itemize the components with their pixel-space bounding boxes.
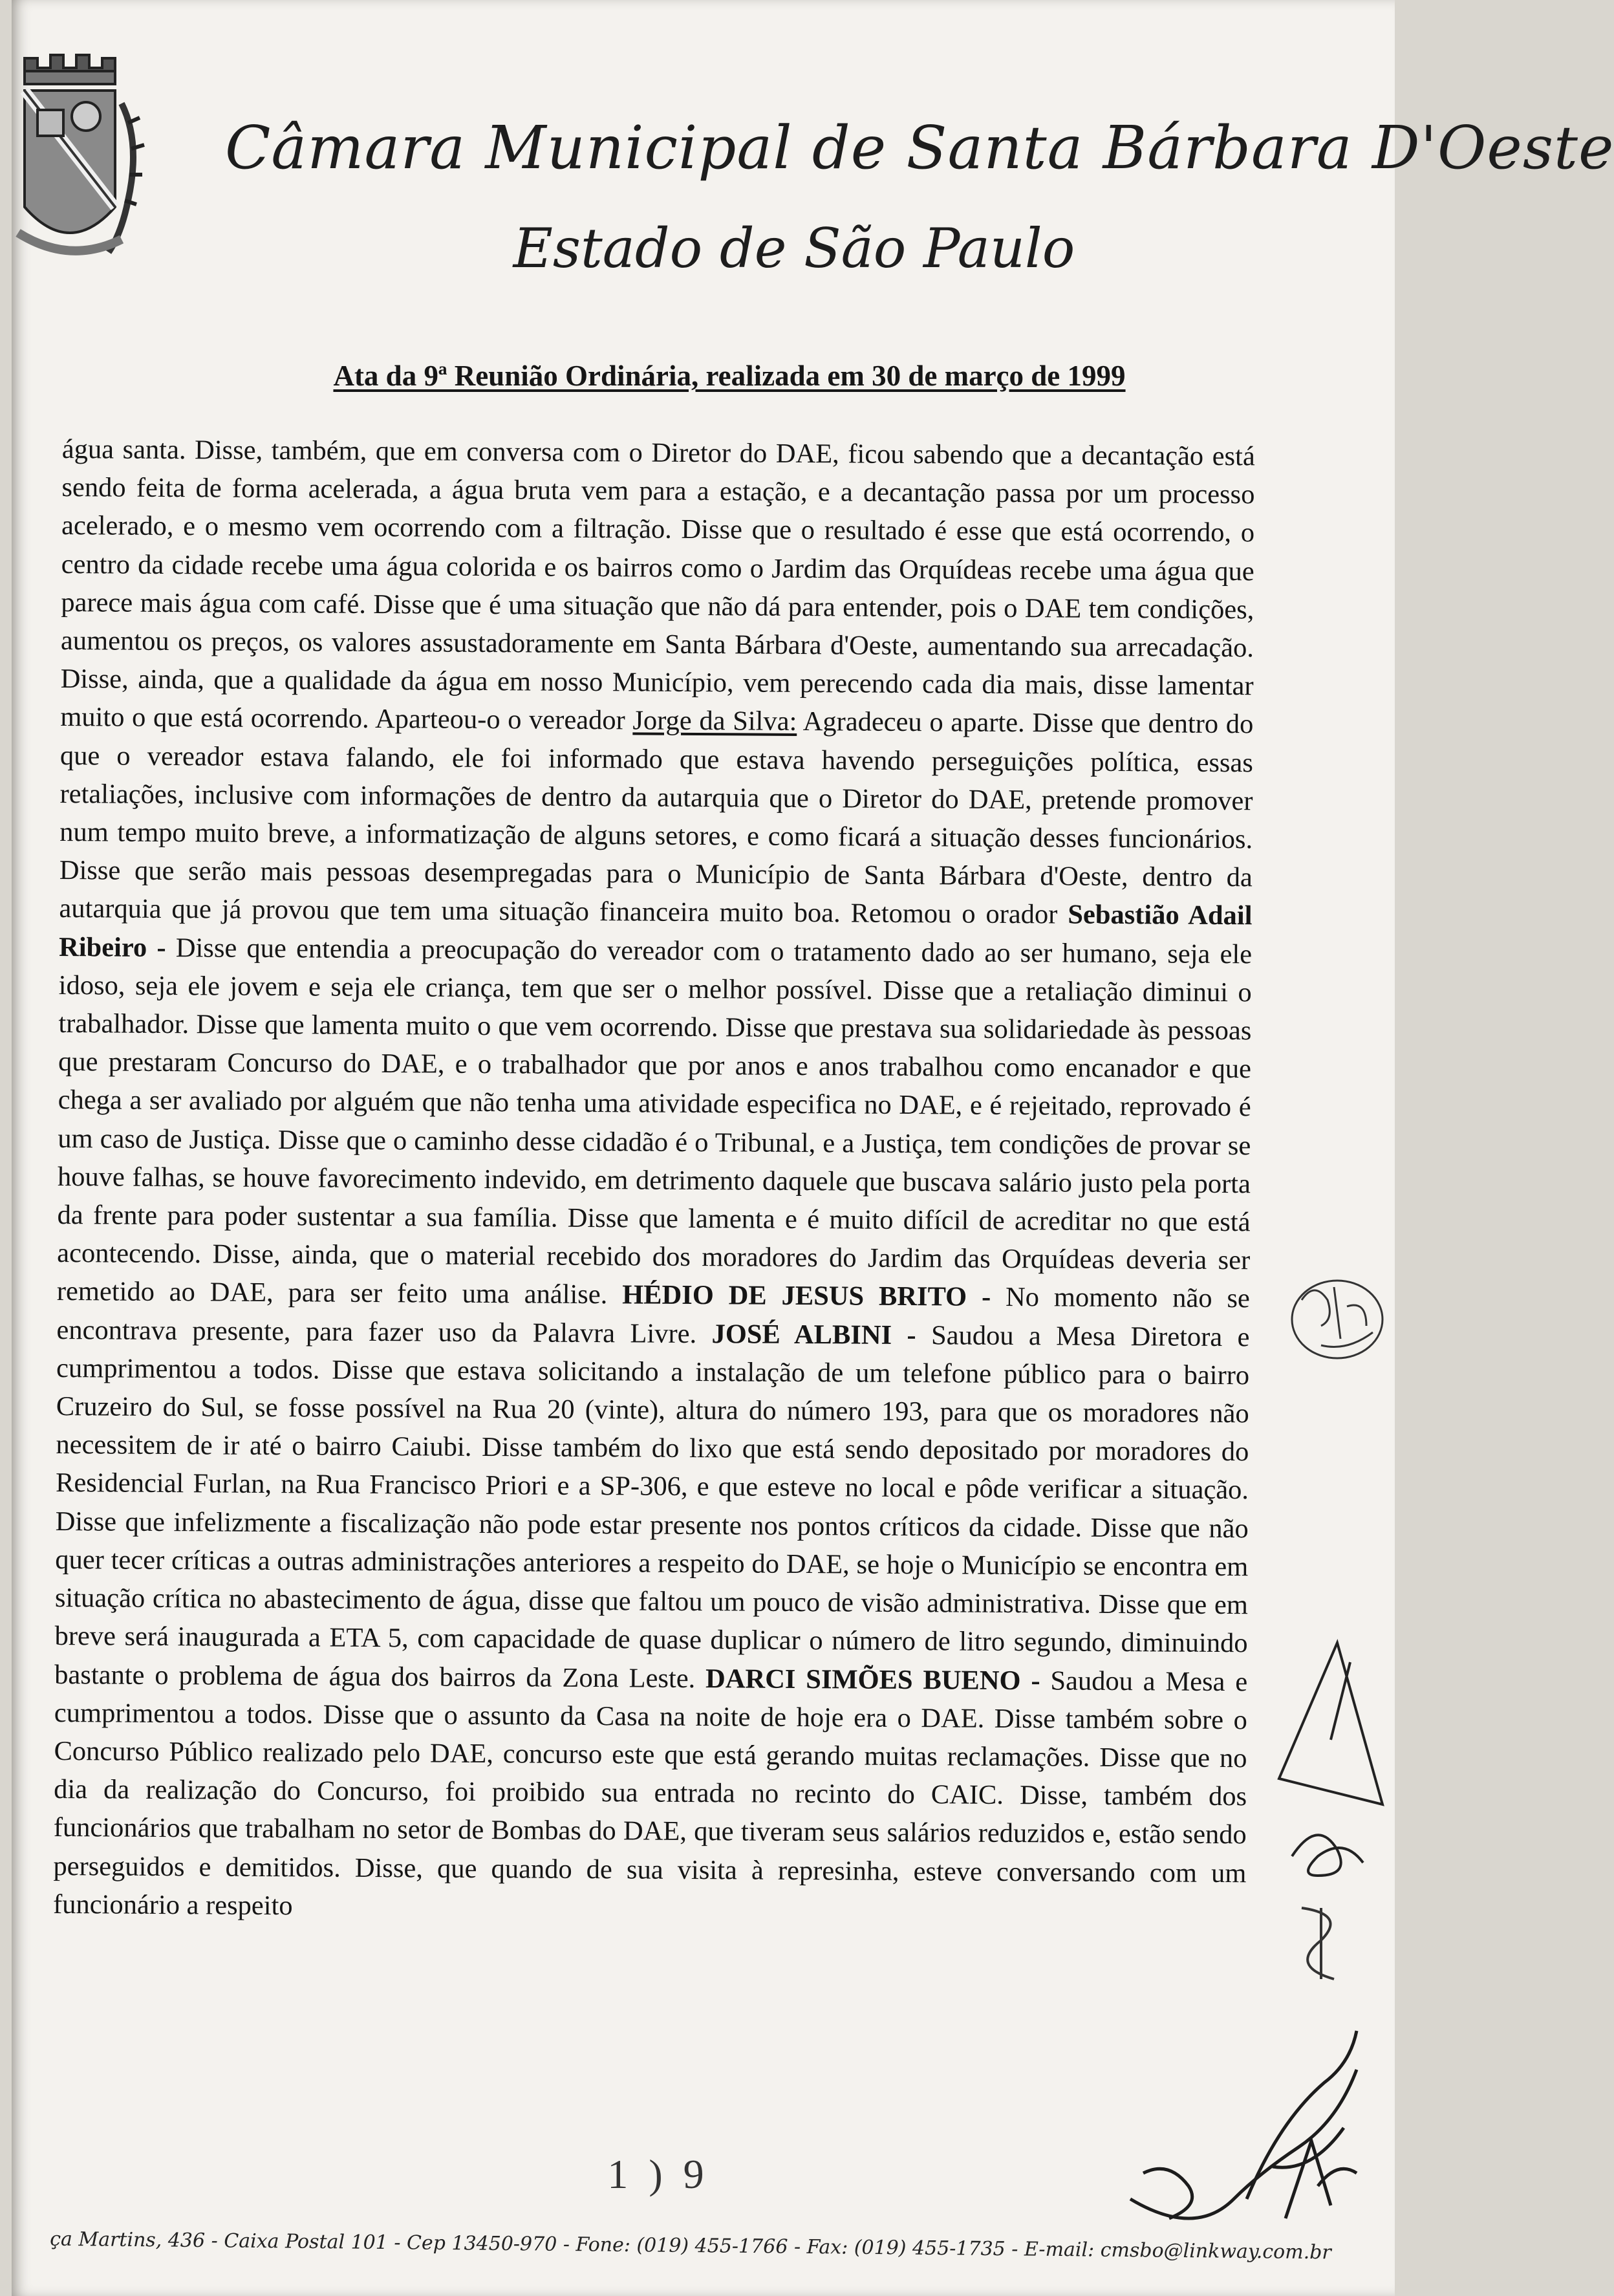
speaker-name: Sebastião Adail Ribeiro - bbox=[58, 899, 1253, 963]
speaker-name: JOSÉ ALBINI - bbox=[711, 1318, 916, 1350]
chamber-title: Câmara Municipal de Santa Bárbara D'Oeste bbox=[225, 113, 1614, 182]
minutes-text-1: água santa. Disse, também, que em conversa com o Diretor do DAE, ficou sabendo que a decantação está sendo feita de forma acelerada, a água bruta vem para a estação, e a decantação passa por um processo acelerado, e o mesmo vem ocorrendo com a filtração. Disse que o resultado é esse que está ocorrendo, o centro da cidade recebe uma água colorida e os bairros como o Jardim das Orquídeas recebe uma água que parece mais água com café. Disse que é uma situação que não dá para entender, pois o DAE tem condições, aumentou os preços, os valores assustadoramente em Santa Bárbara d'Oeste, aumentando sua arrecadação. Disse, ainda, que a qualidade da água em nosso Município, vem perecendo cada dia mais, disse lamentar muito o que está ocorrendo. Aparteou-o o vereador bbox=[60, 433, 1255, 736]
speaker-name: DARCI SIMÕES BUENO - bbox=[705, 1663, 1040, 1696]
minutes-text-2: Agradeceu o aparte. Disse que dentro do que o vereador estava falando, ele foi informado que estava havendo perseguições política, essas retaliações, inclusive com informações de dentro da autarquia que o Diretor do DAE, pretende promover num tempo muito breve, a informatização de alguns setores, e como ficará a situação desses funcionários. Disse que serão mais pessoas desempregadas para o Município de Santa Bárbara d'Oeste, dentro da autarquia que já provou que tem uma situação financeira muito boa. Retomou o orador bbox=[59, 706, 1254, 930]
minutes-text-3: Disse que entendia a preocupação do vereador com o tratamento dado ao ser humano, seja ele idoso, seja ele jovem e seja ele criança, tem que ser o melhor possível. Disse que a retaliação diminui o trabalhador. Disse que lamenta muito o que vem ocorrendo. Disse que prestava sua solidariedade às pessoas que prestaram Concurso do DAE, e o trabalhador que por anos e anos trabalhou como encanador e que chega a ser avaliado por alguém que não tenha uma atividade especifica no DAE, e é rejeitado, reprovado é um caso de Justiça. Disse que o caminho desse cidadão é o Tribunal, e a Justiça, tem condições de provar se houve falhas, se houve favorecimento indevido, em detrimento daquele que buscava salário justo pela porta da frente para poder sustentar a sua família. Disse que lamenta e é muito difícil de acreditar no que está acontecendo. Disse, ainda, que o material recebido dos moradores do Jardim das Orquídeas deveria ser remetido ao DAE, para ser feito uma análise. bbox=[56, 932, 1253, 1310]
handwritten-signature-icon bbox=[1104, 2005, 1383, 2251]
handwritten-signature-icon bbox=[1279, 1817, 1376, 1895]
minutes-text-6: Saudou a Mesa e cumprimentou a todos. Disse que o assunto da Casa na noite de hoje era o DAE. Disse também sobre o Concurso Público realizado pelo DAE, concurso este que está gerando muitas reclamações. Disse que no dia da realização do Concurso, foi proibido sua entrada no recinto do CAIC. Disse, também dos funcionários que trabalham no setor de Bombas do DAE, que tiveram seus salários reduzidos e, estão sendo perseguidos e demitidos. Disse, que quando de sua visita à represinha, esteve conversando com um funcionário a respeito bbox=[52, 1665, 1248, 1921]
page-number: 1 ) 9 bbox=[607, 2151, 709, 2197]
minutes-heading: Ata da 9ª Reunião Ordinária, realizada em 30 de março de 1999 bbox=[333, 360, 1126, 392]
handwritten-signature-icon bbox=[1253, 1636, 1389, 1830]
document-page bbox=[12, 0, 1614, 2296]
minutes-body bbox=[53, 430, 1255, 1931]
municipal-coat-of-arms-icon bbox=[18, 45, 147, 304]
handwritten-signature-icon bbox=[1282, 1895, 1366, 1992]
handwritten-initials-icon bbox=[1282, 1248, 1392, 1397]
aparte-councillor-name: Jorge da Silva: bbox=[632, 705, 797, 737]
minutes-paragraph bbox=[53, 430, 1255, 1931]
state-subtitle: Estado de São Paulo bbox=[513, 217, 1075, 280]
minutes-text-4: No momento não se encontrava presente, para fazer uso da Palavra Livre. bbox=[56, 1282, 1250, 1349]
speaker-name: HÉDIO DE JESUS BRITO - bbox=[622, 1279, 991, 1313]
minutes-text-5: Saudou a Mesa Diretora e cumprimentou a todos. Disse que estava solicitando a instalação de um telefone público para o bairro Cruzeiro do Sul, se fosse possível na Rua 20 (vinte), altura do número 193, para que os moradores não necessitem de ir até o bairro Caiubi. Disse também do lixo que está sendo depositado por moradores do Residencial Furlan, na Rua Francisco Priori e a SP-306, e que esteve no local e pôde verificar a situação. Disse que infelizmente a fiscalização não pode estar presente nos pontos críticos da cidade. Disse que não quer tecer críticas a outras administrações anteriores a respeito do DAE, se hoje o Município se encontra em situação crítica no abastecimento de água, disse que faltou um pouco de visão administrativa. Disse que em breve será inaugurada a ETA 5, com capacidade de quase duplicar o número de litro segundo, diminuindo bastante o problema de água dos bairros da Zona Leste. bbox=[54, 1319, 1250, 1694]
footer-address: ça Martins, 436 - Caixa Postal 101 - Cep 13450-970 - Fone: (019) 455-1766 - Fax: (019) 455-1735 - E-mail: cmsbo@linkway.com.br bbox=[50, 2227, 1331, 2264]
